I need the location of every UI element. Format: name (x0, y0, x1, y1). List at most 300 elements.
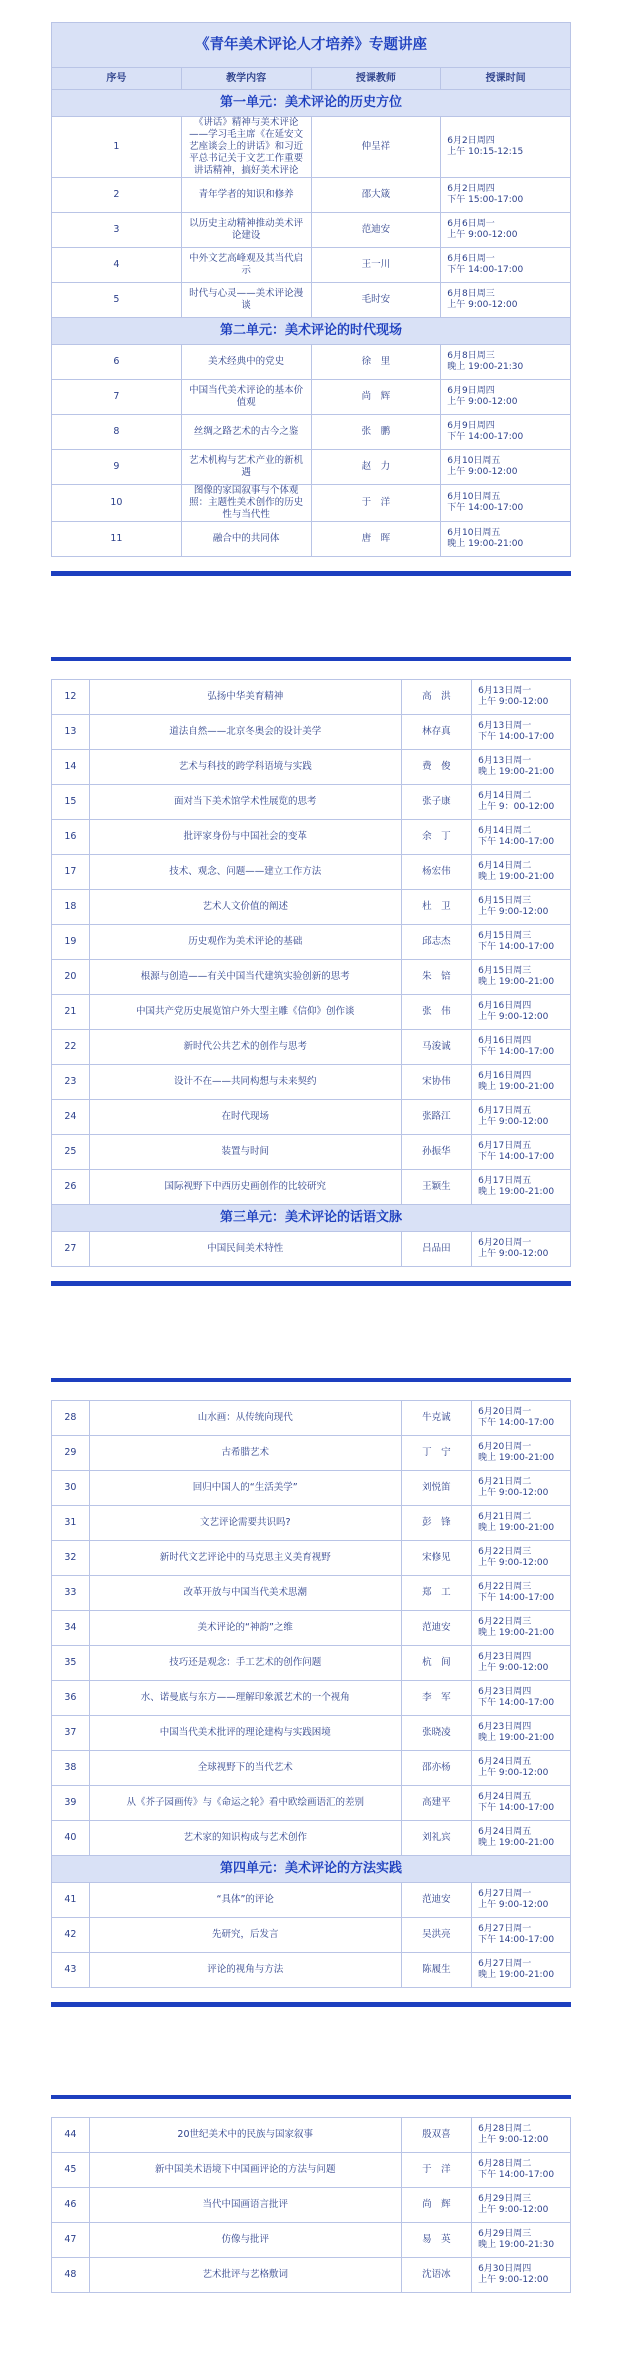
row-content: 新时代公共艺术的创作与思考 (89, 1030, 401, 1065)
row-time (472, 785, 571, 820)
row-date: 6月10日周五 (447, 492, 501, 502)
table-row (52, 785, 571, 820)
row-number: 18 (52, 890, 90, 925)
row-content: 道法自然——北京冬奥会的设计美学 (89, 715, 401, 750)
table-row (52, 1030, 571, 1065)
row-teacher: 邵亦杨 (401, 1751, 471, 1786)
row-hours: 上午 9:00-12:00 (447, 230, 518, 240)
row-hours: 上午 9:00-12:00 (478, 2205, 549, 2215)
row-hours: 上午 9:00-12:00 (478, 1768, 549, 1778)
row-time (441, 283, 571, 318)
row-hours: 下午 14:00-17:00 (478, 1935, 555, 1945)
row-number: 39 (52, 1786, 90, 1821)
row-hours: 晚上 19:00-21:00 (478, 1082, 555, 1092)
row-teacher: 尚 辉 (401, 2188, 471, 2223)
rows-s1-b (52, 1232, 571, 1267)
row-time (472, 715, 571, 750)
row-teacher: 范迪安 (311, 213, 441, 248)
row-content: 中外文艺高峰观及其当代启示 (181, 248, 311, 283)
row-date: 6月27日周一 (478, 1959, 532, 1969)
row-date: 6月17日周五 (478, 1106, 532, 1116)
row-date: 6月16日周四 (478, 1001, 532, 1011)
row-time (472, 2188, 571, 2223)
table-row (52, 1821, 571, 1856)
table-row (52, 960, 571, 995)
row-content: 文艺评论需要共识吗? (89, 1506, 401, 1541)
table-row (52, 1506, 571, 1541)
row-teacher: 沈语冰 (401, 2258, 471, 2293)
row-number: 21 (52, 995, 90, 1030)
table-row (52, 1751, 571, 1786)
table-row (52, 415, 571, 450)
unit-title: 第一单元：美术评论的历史方位 (52, 90, 571, 117)
table-row (52, 680, 571, 715)
row-content: 艺术批评与艺格敷词 (89, 2258, 401, 2293)
table-row (52, 1471, 571, 1506)
section-divider (51, 2002, 571, 2007)
row-hours: 上午 9:00-12:00 (447, 300, 518, 310)
unit-title: 第四单元：美术评论的方法实践 (52, 1856, 571, 1883)
row-time (441, 178, 571, 213)
row-content: 历史观作为美术评论的基础 (89, 925, 401, 960)
row-content: 批评家身份与中国社会的变革 (89, 820, 401, 855)
row-hours: 晚上 19:00-21:00 (478, 1970, 555, 1980)
row-number: 36 (52, 1681, 90, 1716)
row-hours: 下午 14:00-17:00 (447, 432, 524, 442)
row-content: 水、诺曼底与东方——理解印象派艺术的一个视角 (89, 1681, 401, 1716)
row-content: 在时代现场 (89, 1100, 401, 1135)
row-date: 6月28日周二 (478, 2124, 532, 2134)
row-teacher: 仲呈祥 (311, 117, 441, 178)
row-content: 回归中国人的“生活美学” (89, 1471, 401, 1506)
header-time: 授课时间 (441, 68, 571, 90)
row-teacher: 彭 锋 (401, 1506, 471, 1541)
row-date: 6月13日周一 (478, 686, 532, 696)
row-date: 6月6日周一 (447, 219, 495, 229)
table-row (52, 2118, 571, 2153)
row-time (472, 2258, 571, 2293)
title-row (52, 23, 571, 68)
row-number: 28 (52, 1401, 90, 1436)
row-content: 青年学者的知识和修养 (181, 178, 311, 213)
row-date: 6月14日周二 (478, 826, 532, 836)
row-time (472, 995, 571, 1030)
row-date: 6月15日周三 (478, 896, 532, 906)
row-hours: 下午 14:00-17:00 (478, 1047, 555, 1057)
row-teacher: 王一川 (311, 248, 441, 283)
table-row (52, 1100, 571, 1135)
table-row (52, 2153, 571, 2188)
row-number: 43 (52, 1953, 90, 1988)
row-hours: 晚上 19:00-21:00 (478, 977, 555, 987)
row-teacher: 陈履生 (401, 1953, 471, 1988)
row-number: 42 (52, 1918, 90, 1953)
row-date: 6月29日周三 (478, 2229, 532, 2239)
row-number: 9 (52, 450, 182, 485)
schedule-table-2 (51, 679, 571, 1267)
row-content: 艺术与科技的跨学科语境与实践 (89, 750, 401, 785)
row-time (472, 1170, 571, 1205)
row-content: 美术评论的“神韵”之维 (89, 1611, 401, 1646)
row-teacher: 刘悦笛 (401, 1471, 471, 1506)
row-hours: 上午 9:00-12:00 (478, 1012, 549, 1022)
schedule-table-4 (51, 2117, 571, 2293)
row-hours: 下午 14:00-17:00 (478, 1803, 555, 1813)
table-row (52, 1716, 571, 1751)
row-content: 以历史主动精神推动美术评论建设 (181, 213, 311, 248)
row-content: 山水画：从传统向现代 (89, 1401, 401, 1436)
schedule-sheet-4 (51, 2095, 571, 2293)
row-date: 6月24日周五 (478, 1757, 532, 1767)
row-teacher: 高建平 (401, 1786, 471, 1821)
row-hours: 上午 9:00-12:00 (478, 1249, 549, 1259)
row-number: 24 (52, 1100, 90, 1135)
row-teacher: 杭 间 (401, 1646, 471, 1681)
table-row (52, 750, 571, 785)
row-teacher: 马浚诚 (401, 1030, 471, 1065)
row-time (472, 1401, 571, 1436)
row-number: 5 (52, 283, 182, 318)
table-row (52, 248, 571, 283)
row-teacher: 于 洋 (401, 2153, 471, 2188)
row-content: 新中国美术语境下中国画评论的方法与问题 (89, 2153, 401, 2188)
row-number: 41 (52, 1883, 90, 1918)
row-teacher: 尚 辉 (311, 380, 441, 415)
row-time (472, 1100, 571, 1135)
row-content: 面对当下美术馆学术性展览的思考 (89, 785, 401, 820)
row-number: 8 (52, 415, 182, 450)
row-number: 16 (52, 820, 90, 855)
row-content: 设计不在——共同构想与未来契约 (89, 1065, 401, 1100)
table-row (52, 522, 571, 557)
row-content: 艺术机构与艺术产业的新机遇 (181, 450, 311, 485)
section-divider (51, 571, 571, 576)
row-teacher: 唐 晖 (311, 522, 441, 557)
row-time (472, 1576, 571, 1611)
header-no: 序号 (52, 68, 182, 90)
row-content: 20世纪美术中的民族与国家叙事 (89, 2118, 401, 2153)
row-teacher: 吕品田 (401, 1232, 471, 1267)
row-date: 6月17日周五 (478, 1141, 532, 1151)
row-number: 12 (52, 680, 90, 715)
row-teacher: 殷双喜 (401, 2118, 471, 2153)
row-hours: 晚上 19:00-21:00 (447, 539, 524, 549)
row-hours: 上午 9:00-12:00 (478, 1117, 549, 1127)
row-number: 40 (52, 1821, 90, 1856)
row-time (441, 345, 571, 380)
table-row (52, 1170, 571, 1205)
unit-title: 第三单元：美术评论的话语文脉 (52, 1205, 571, 1232)
row-teacher: 张晓凌 (401, 1716, 471, 1751)
row-number: 25 (52, 1135, 90, 1170)
row-hours: 上午 9:00-12:00 (478, 1558, 549, 1568)
table-row (52, 2223, 571, 2258)
row-hours: 上午 9:00-12:00 (478, 907, 549, 917)
row-number: 2 (52, 178, 182, 213)
row-number: 44 (52, 2118, 90, 2153)
row-teacher: 王颖生 (401, 1170, 471, 1205)
table-row (52, 1541, 571, 1576)
table-row (52, 2258, 571, 2293)
row-date: 6月15日周三 (478, 931, 532, 941)
table-row (52, 1646, 571, 1681)
table-row (52, 213, 571, 248)
row-teacher: 范迪安 (401, 1883, 471, 1918)
row-content: 中国民间美术特性 (89, 1232, 401, 1267)
row-date: 6月8日周三 (447, 289, 495, 299)
table-row (52, 1611, 571, 1646)
row-date: 6月10日周五 (447, 528, 501, 538)
table-row (52, 1883, 571, 1918)
row-hours: 晚上 19:00-21:00 (478, 1523, 555, 1533)
row-content: 古希腊艺术 (89, 1436, 401, 1471)
row-hours: 下午 14:00-17:00 (478, 2170, 555, 2180)
table-row (52, 1576, 571, 1611)
row-time (472, 1821, 571, 1856)
row-content: 弘扬中华美育精神 (89, 680, 401, 715)
table-row (52, 1918, 571, 1953)
table-row (52, 925, 571, 960)
row-time (472, 1681, 571, 1716)
rows-s3-a (52, 2118, 571, 2293)
rows-s0-b (52, 345, 571, 557)
table-row (52, 117, 571, 178)
row-hours: 下午 15:00-17:00 (447, 195, 524, 205)
row-hours: 上午 9:00-12:00 (478, 2275, 549, 2285)
row-hours: 晚上 19:00-21:30 (478, 2240, 555, 2250)
row-hours: 下午 14:00-17:00 (478, 1152, 555, 1162)
unit-title: 第二单元：美术评论的时代现场 (52, 318, 571, 345)
row-date: 6月17日周五 (478, 1176, 532, 1186)
row-number: 34 (52, 1611, 90, 1646)
row-time (472, 855, 571, 890)
row-teacher: 牛克诚 (401, 1401, 471, 1436)
row-hours: 上午 9:00-12:00 (478, 1488, 549, 1498)
row-date: 6月23日周四 (478, 1687, 532, 1697)
row-number: 6 (52, 345, 182, 380)
schedule-sheet-3 (51, 1378, 571, 2007)
row-teacher: 杨宏伟 (401, 855, 471, 890)
row-teacher: 赵 力 (311, 450, 441, 485)
table-row (52, 2188, 571, 2223)
row-content: 艺术家的知识构成与艺术创作 (89, 1821, 401, 1856)
row-date: 6月15日周三 (478, 966, 532, 976)
row-date: 6月13日周一 (478, 756, 532, 766)
row-time (472, 1883, 571, 1918)
row-time (472, 925, 571, 960)
row-time (472, 2118, 571, 2153)
section-divider (51, 1281, 571, 1286)
row-hours: 上午 9:00-12:00 (478, 1663, 549, 1673)
table-row (52, 1786, 571, 1821)
row-date: 6月14日周二 (478, 791, 532, 801)
row-number: 48 (52, 2258, 90, 2293)
row-date: 6月24日周五 (478, 1792, 532, 1802)
row-hours: 下午 14:00-17:00 (447, 503, 524, 513)
row-teacher: 张 鹏 (311, 415, 441, 450)
table-row (52, 380, 571, 415)
row-number: 23 (52, 1065, 90, 1100)
table-row (52, 450, 571, 485)
row-teacher: 林存真 (401, 715, 471, 750)
row-date: 6月24日周五 (478, 1827, 532, 1837)
row-time (441, 485, 571, 522)
row-date: 6月29日周三 (478, 2194, 532, 2204)
table-row (52, 715, 571, 750)
row-hours: 下午 14:00-17:00 (478, 942, 555, 952)
row-date: 6月27日周一 (478, 1924, 532, 1934)
row-content: “具体”的评论 (89, 1883, 401, 1918)
row-date: 6月16日周四 (478, 1071, 532, 1081)
row-content: 美术经典中的党史 (181, 345, 311, 380)
row-time (472, 2153, 571, 2188)
row-number: 4 (52, 248, 182, 283)
row-content: 改革开放与中国当代美术思潮 (89, 1576, 401, 1611)
row-content: 先研究，后发言 (89, 1918, 401, 1953)
row-time (472, 1611, 571, 1646)
row-time (472, 680, 571, 715)
row-teacher: 张 伟 (401, 995, 471, 1030)
row-date: 6月13日周一 (478, 721, 532, 731)
row-date: 6月8日周三 (447, 351, 495, 361)
row-content: 艺术人文价值的阐述 (89, 890, 401, 925)
row-date: 6月22日周三 (478, 1582, 532, 1592)
row-hours: 晚上 19:00-21:00 (478, 767, 555, 777)
table-row (52, 820, 571, 855)
row-hours: 上午 9:00-12:00 (447, 467, 518, 477)
row-content: 全球视野下的当代艺术 (89, 1751, 401, 1786)
row-number: 22 (52, 1030, 90, 1065)
row-number: 15 (52, 785, 90, 820)
row-date: 6月20日周一 (478, 1442, 532, 1452)
row-time (472, 1786, 571, 1821)
row-hours: 下午 14:00-17:00 (478, 1593, 555, 1603)
table-row (52, 855, 571, 890)
row-time (472, 1436, 571, 1471)
row-date: 6月10日周五 (447, 456, 501, 466)
table-row (52, 485, 571, 522)
row-teacher: 高 洪 (401, 680, 471, 715)
row-hours: 上午 10:15-12:15 (447, 147, 524, 157)
row-time (472, 890, 571, 925)
row-hours: 上午 9:00-12:00 (447, 397, 518, 407)
row-teacher: 杜 卫 (401, 890, 471, 925)
row-number: 27 (52, 1232, 90, 1267)
row-time (472, 1135, 571, 1170)
row-number: 1 (52, 117, 182, 178)
row-teacher: 孙振华 (401, 1135, 471, 1170)
row-content: 融合中的共同体 (181, 522, 311, 557)
row-number: 32 (52, 1541, 90, 1576)
unit-row (52, 90, 571, 117)
row-content: 国际视野下中西历史画创作的比较研究 (89, 1170, 401, 1205)
row-date: 6月21日周二 (478, 1512, 532, 1522)
row-number: 38 (52, 1751, 90, 1786)
row-time (441, 117, 571, 178)
row-teacher: 张子康 (401, 785, 471, 820)
header-teacher: 授课教师 (311, 68, 441, 90)
row-content: 从《芥子园画传》与《命运之轮》看中欧绘画语汇的差别 (89, 1786, 401, 1821)
row-date: 6月22日周三 (478, 1547, 532, 1557)
row-time (472, 960, 571, 995)
row-content: 当代中国画语言批评 (89, 2188, 401, 2223)
row-date: 6月23日周四 (478, 1722, 532, 1732)
table-row (52, 1135, 571, 1170)
row-teacher: 邵大箴 (311, 178, 441, 213)
table-row (52, 345, 571, 380)
row-teacher: 范迪安 (401, 1611, 471, 1646)
row-date: 6月28日周二 (478, 2159, 532, 2169)
row-time (472, 1506, 571, 1541)
row-content: 新时代文艺评论中的马克思主义美育视野 (89, 1541, 401, 1576)
row-time (472, 1751, 571, 1786)
row-content: 中国当代美术评论的基本价值观 (181, 380, 311, 415)
row-hours: 晚上 19:00-21:00 (478, 1187, 555, 1197)
table-row (52, 283, 571, 318)
row-content: 装置与时间 (89, 1135, 401, 1170)
row-time (441, 213, 571, 248)
row-content: 中国当代美术批评的理论建构与实践困境 (89, 1716, 401, 1751)
schedule-table-1 (51, 22, 571, 557)
row-number: 19 (52, 925, 90, 960)
row-content: 丝绸之路艺术的古今之鉴 (181, 415, 311, 450)
row-date: 6月6日周一 (447, 254, 495, 264)
row-teacher: 于 洋 (311, 485, 441, 522)
row-hours: 下午 14:00-17:00 (478, 837, 555, 847)
table-row (52, 1232, 571, 1267)
table-row (52, 1401, 571, 1436)
row-number: 47 (52, 2223, 90, 2258)
table-row (52, 995, 571, 1030)
row-number: 13 (52, 715, 90, 750)
row-content: 图像的家国叙事与个体观照：主题性美术创作的历史性与当代性 (181, 485, 311, 522)
row-hours: 晚上 19:00-21:00 (478, 1838, 555, 1848)
table-row (52, 178, 571, 213)
row-number: 33 (52, 1576, 90, 1611)
row-number: 46 (52, 2188, 90, 2223)
row-hours: 下午 14:00-17:00 (478, 1418, 555, 1428)
schedule-sheet-1 (51, 22, 571, 576)
row-time (472, 820, 571, 855)
row-time (472, 1030, 571, 1065)
row-time (472, 1716, 571, 1751)
row-date: 6月14日周二 (478, 861, 532, 871)
row-time (441, 450, 571, 485)
row-teacher: 张路江 (401, 1100, 471, 1135)
row-time (472, 1471, 571, 1506)
row-teacher: 丁 宁 (401, 1436, 471, 1471)
row-teacher: 徐 里 (311, 345, 441, 380)
row-number: 11 (52, 522, 182, 557)
row-content: 根源与创造——有关中国当代建筑实验创新的思考 (89, 960, 401, 995)
row-date: 6月23日周四 (478, 1652, 532, 1662)
table-row (52, 1065, 571, 1100)
schedule-table-3 (51, 1400, 571, 1988)
row-time (441, 248, 571, 283)
row-teacher: 李 军 (401, 1681, 471, 1716)
row-teacher: 易 英 (401, 2223, 471, 2258)
row-date: 6月22日周三 (478, 1617, 532, 1627)
table-row (52, 1681, 571, 1716)
row-content: 时代与心灵——美术评论漫谈 (181, 283, 311, 318)
table-row (52, 1953, 571, 1988)
row-time (472, 1541, 571, 1576)
row-date: 6月2日周四 (447, 184, 495, 194)
row-content: 仿像与批评 (89, 2223, 401, 2258)
row-content: 中国共产党历史展览馆户外大型主雕《信仰》创作谈 (89, 995, 401, 1030)
row-number: 7 (52, 380, 182, 415)
row-date: 6月20日周一 (478, 1238, 532, 1248)
